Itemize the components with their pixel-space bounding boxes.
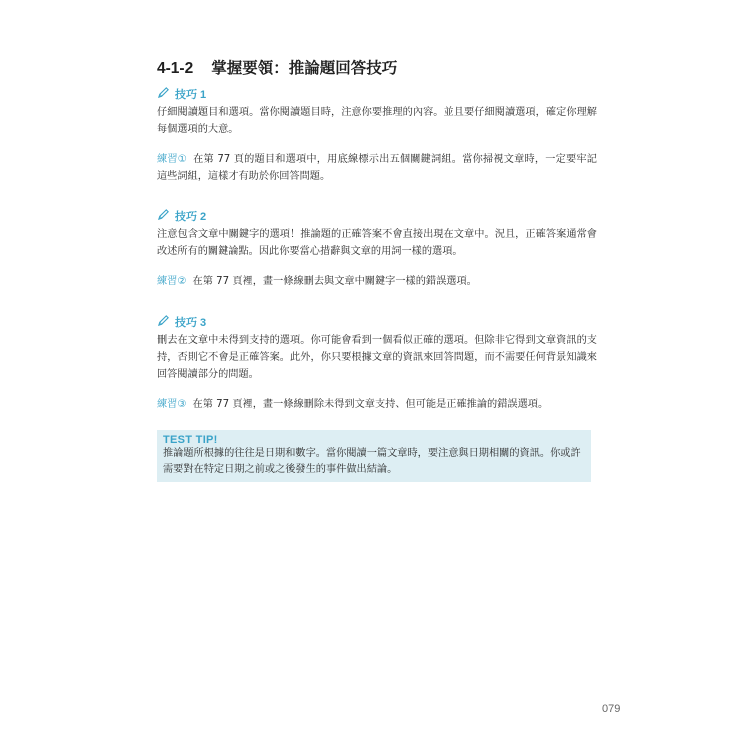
test-tip-box — [157, 430, 591, 482]
practice-label: 練習② — [157, 276, 187, 287]
section-number: 4-1-2 — [157, 60, 194, 77]
tip-label: 技巧 1 — [175, 89, 207, 101]
tip-body: 注意包含文章中關鍵字的選項！推論題的正確答案不會直接出現在文章中。況且，正確答案通常會改述所有的關鍵論點。因此你要當心措辭與文章的用詞一樣的選項。 — [157, 229, 597, 257]
practice-item — [157, 396, 597, 413]
pencil-icon — [157, 86, 173, 102]
practice-item — [157, 273, 597, 290]
tip-label: 技巧 3 — [175, 317, 207, 329]
practice-label: 練習① — [157, 154, 188, 165]
tip-block-2 — [157, 208, 597, 290]
tip-body: 仔細閱讀題目和選項。當你閱讀題目時，注意你要推理的內容。並且要仔細閱讀選項，確定你理解每個選項的大意。 — [157, 107, 597, 135]
page-number: 079 — [602, 703, 621, 715]
practice-label: 練習③ — [157, 399, 187, 410]
practice-text: 在第 77 頁的題目和選項中，用底線標示出五個關鍵詞組。當你掃視文章時，一定要牢記這些詞組，這樣才有助於你回答問題。 — [157, 154, 597, 182]
tip-block-1 — [157, 86, 597, 185]
practice-text: 在第 77 頁裡，畫一條線刪除未得到文章支持、但可能是正確推論的錯誤選項。 — [192, 399, 549, 410]
tip-body: 刪去在文章中未得到支持的選項。你可能會看到一個看似正確的選項。但除非它得到文章資訊的支持，否則它不會是正確答案。此外，你只要根據文章的資訊來回答問題，而不需要任何背景知識來回答閱讀部分的問題。 — [157, 335, 597, 380]
practice-item — [157, 151, 597, 185]
tip-block-3 — [157, 314, 597, 413]
tip-header — [157, 208, 597, 224]
practice-text: 在第 77 頁裡，畫一條線刪去與文章中關鍵字一樣的錯誤選項。 — [192, 276, 477, 287]
section-heading — [157, 56, 397, 78]
tip-header — [157, 314, 597, 330]
test-tip-title: TEST TIP! — [163, 434, 218, 446]
tip-header — [157, 86, 597, 102]
tip-label: 技巧 2 — [175, 211, 207, 223]
section-title: 掌握要領：推論題回答技巧 — [211, 59, 398, 77]
pencil-icon — [157, 208, 173, 224]
test-tip-body: 推論題所根據的往往是日期和數字。當你閱讀一篇文章時，要注意與日期相關的資訊。你或許需要對在特定日期之前或之後發生的事件做出結論。 — [163, 448, 581, 475]
pencil-icon — [157, 314, 173, 330]
